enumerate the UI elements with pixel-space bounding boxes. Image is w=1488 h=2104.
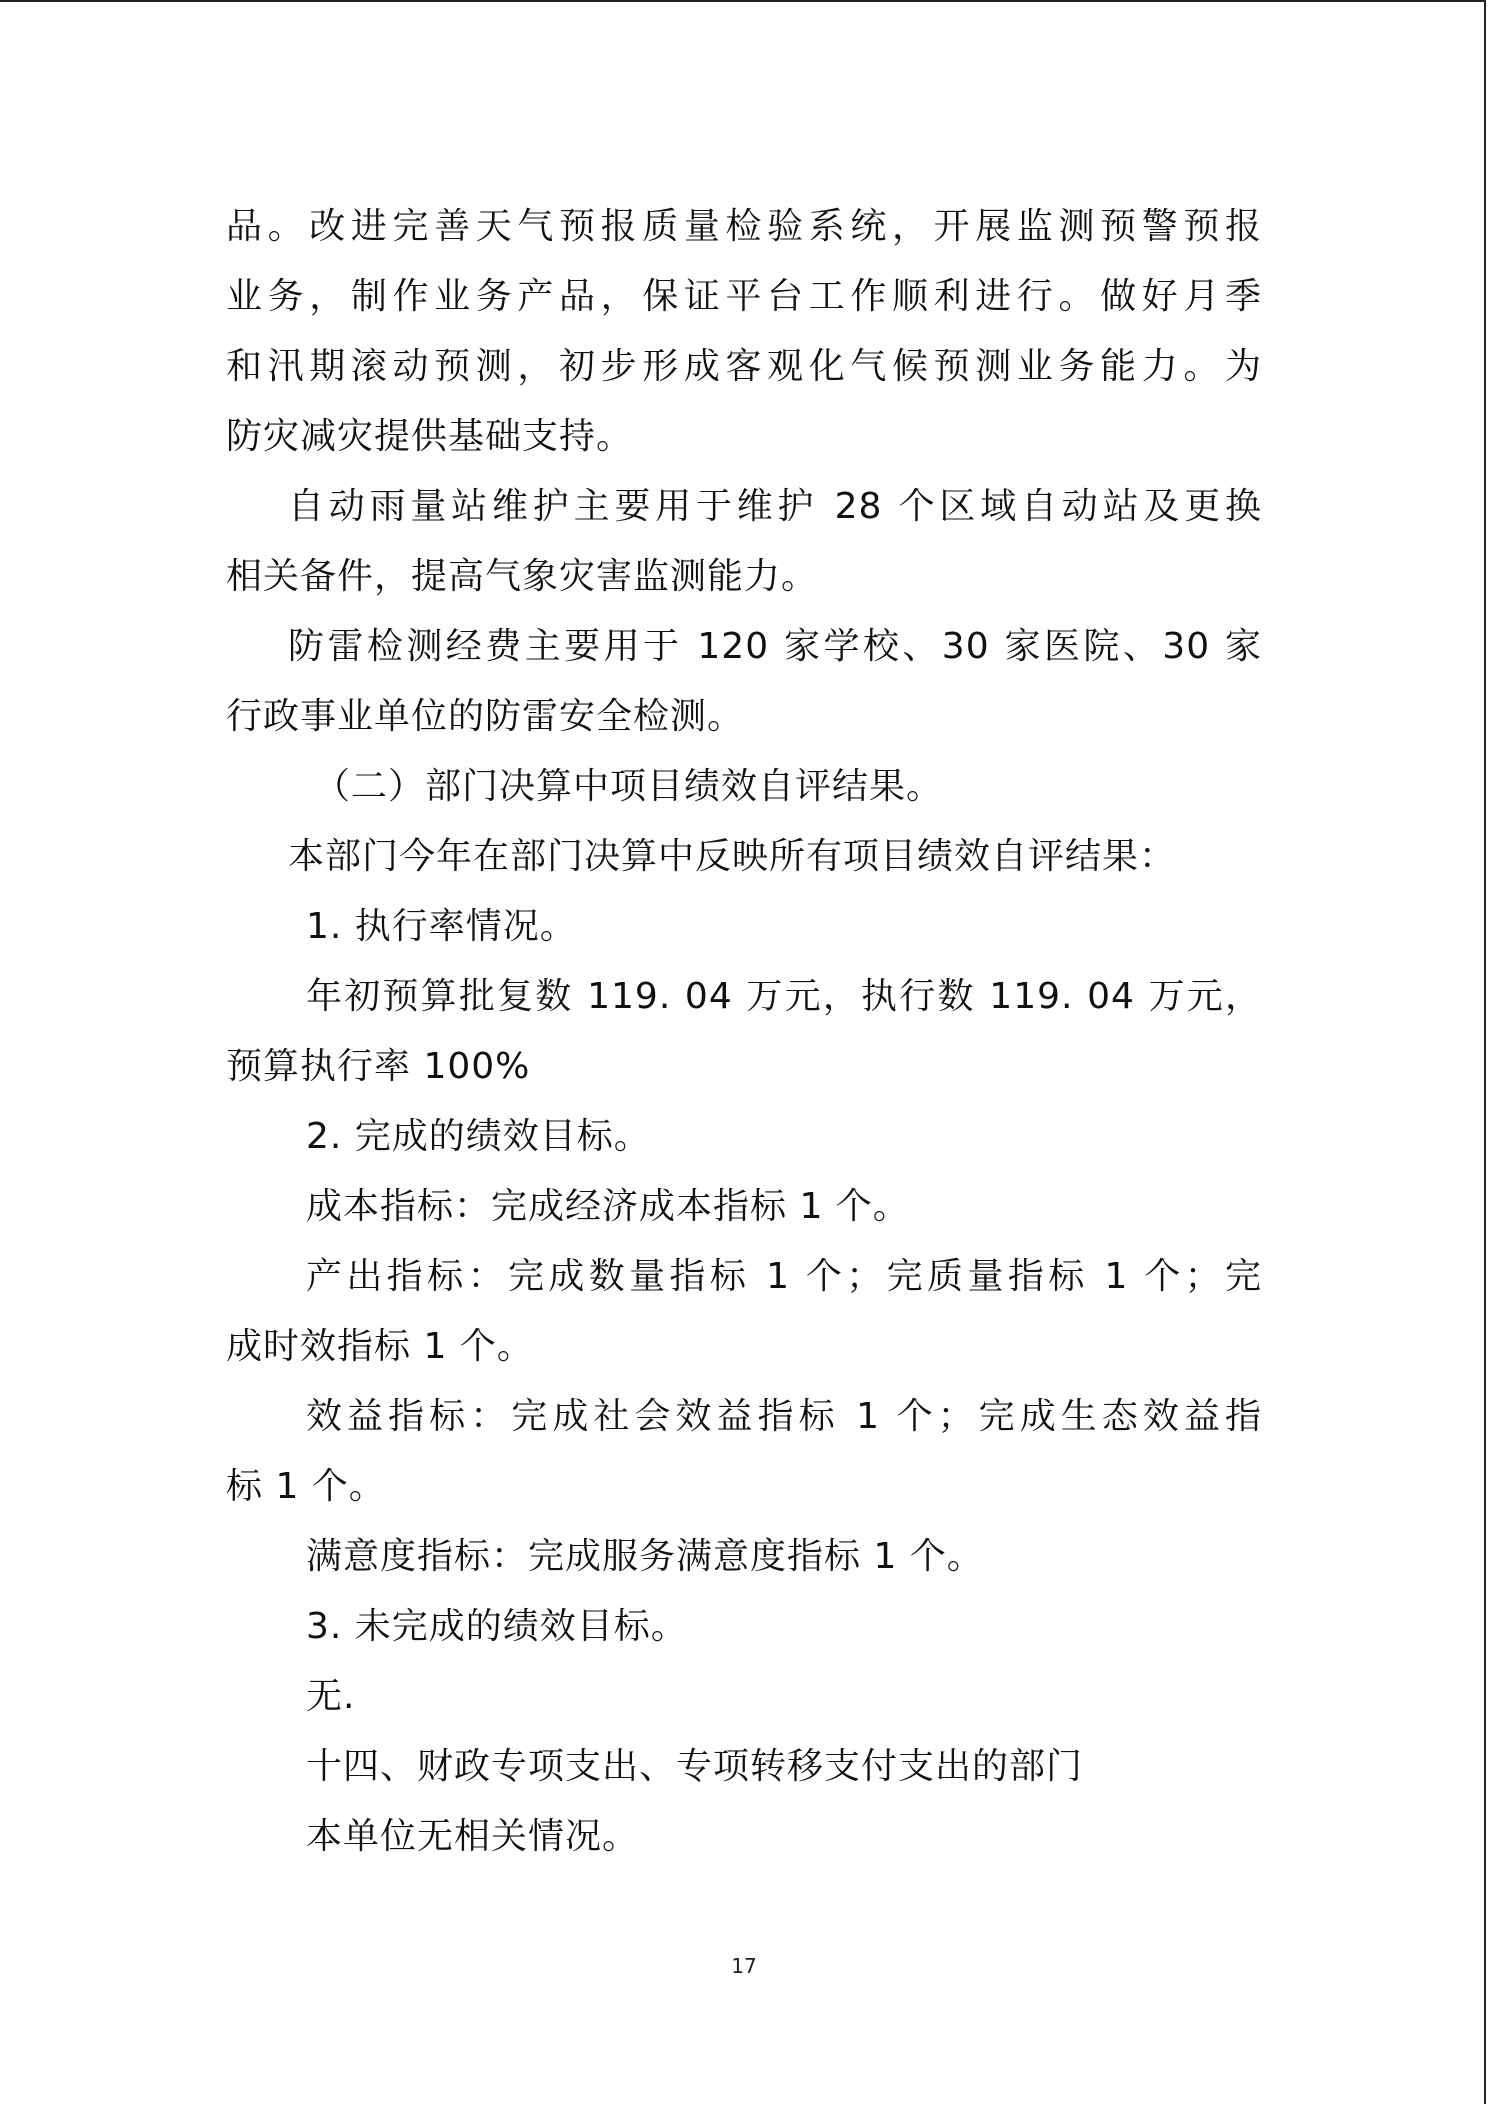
paragraph-line: 无. xyxy=(306,1676,356,1717)
subsection-heading: 1. 执行率情况。 xyxy=(306,906,577,947)
paragraph-line: 本单位无相关情况。 xyxy=(306,1816,640,1857)
paragraph-line: 自动雨量站维护主要用于维护 28 个区域自动站及更换 xyxy=(288,486,1262,527)
section-heading: （二）部门决算中项目绩效自评结果。 xyxy=(314,766,944,807)
document-body xyxy=(226,192,1262,1872)
paragraph-line: 防灾减灾提供基础支持。 xyxy=(226,416,634,457)
paragraph-line: 产出指标：完成数量指标 1 个；完质量指标 1 个；完 xyxy=(306,1256,1262,1297)
page-number: 17 xyxy=(731,1954,757,1978)
subsection-heading: 3. 未完成的绩效目标。 xyxy=(306,1606,688,1647)
subsection-heading: 2. 完成的绩效目标。 xyxy=(306,1116,651,1157)
paragraph-line: 年初预算批复数 119. 04 万元，执行数 119. 04 万元， xyxy=(306,976,1262,1017)
paragraph-line: 本部门今年在部门决算中反映所有项目绩效自评结果： xyxy=(288,836,1177,877)
paragraph-line: 品。改进完善天气预报质量检验系统，开展监测预警预报 xyxy=(226,206,1262,247)
paragraph-line: 满意度指标：完成服务满意度指标 1 个。 xyxy=(306,1536,984,1577)
paragraph-line: 相关备件，提高气象灾害监测能力。 xyxy=(226,556,819,597)
paragraph-line: 成本指标：完成经济成本指标 1 个。 xyxy=(306,1186,910,1227)
paragraph-line: 和汛期滚动预测，初步形成客观化气候预测业务能力。为 xyxy=(226,346,1262,387)
paragraph-line: 预算执行率 100% xyxy=(226,1046,531,1087)
section-heading: 十四、财政专项支出、专项转移支付支出的部门 xyxy=(306,1746,1084,1787)
paragraph-line: 效益指标：完成社会效益指标 1 个；完成生态效益指 xyxy=(306,1396,1262,1437)
paragraph-line: 防雷检测经费主要用于 120 家学校、30 家医院、30 家 xyxy=(288,626,1262,667)
paragraph-line: 成时效指标 1 个。 xyxy=(226,1326,534,1367)
paragraph-line: 业务，制作业务产品，保证平台工作顺利进行。做好月季 xyxy=(226,276,1262,317)
paragraph-line: 标 1 个。 xyxy=(226,1466,386,1507)
paragraph-line: 行政事业单位的防雷安全检测。 xyxy=(226,696,745,737)
